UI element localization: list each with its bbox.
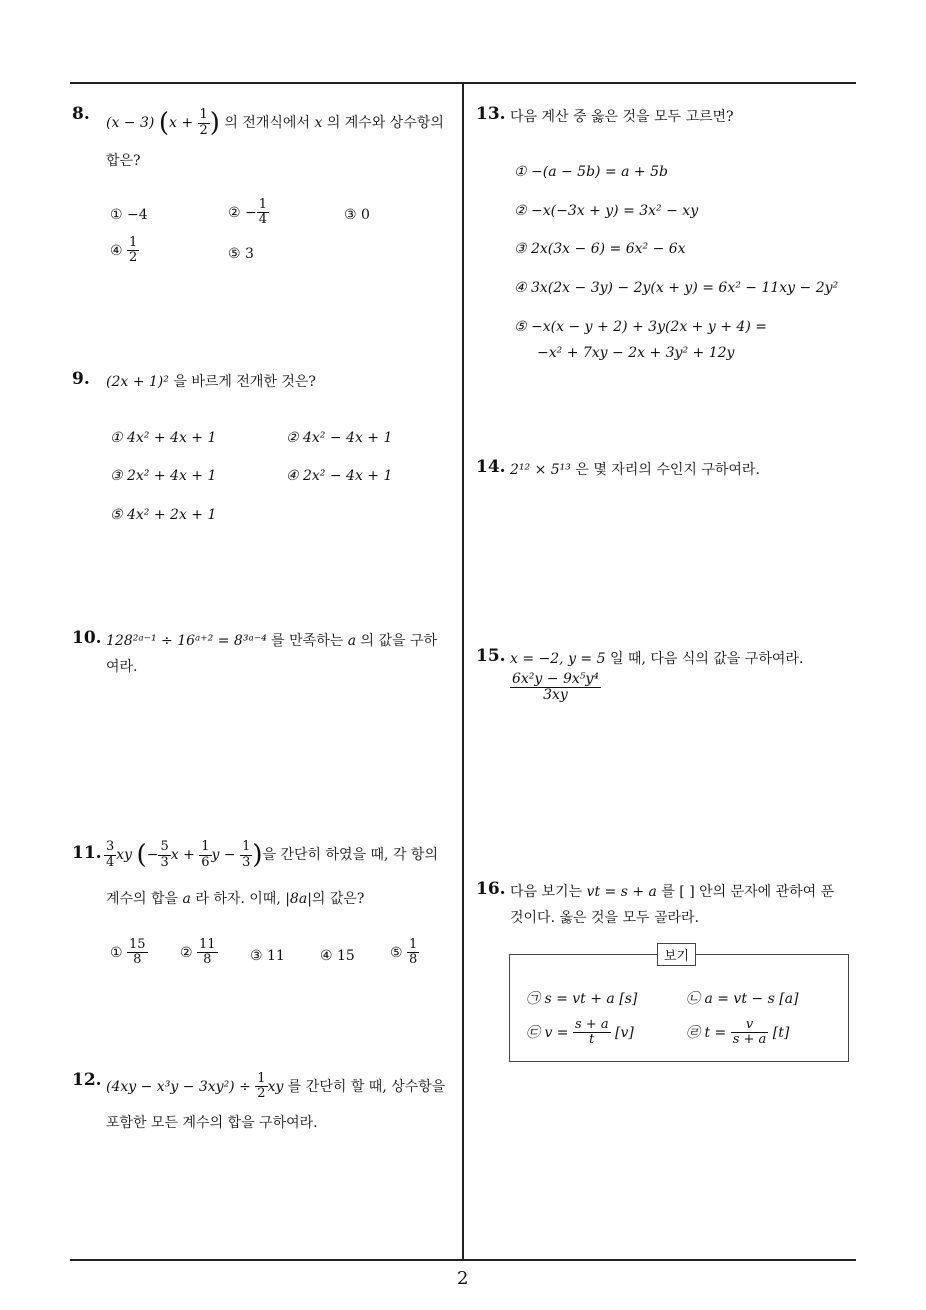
option-3[interactable]: ③ 2x(3x − 6) = 6x² − 6x (514, 241, 686, 257)
question-stem: $\frac{3}{4}$ xy (− $\frac{5}{3}$ x + $\frac{1}{6}$ y − $\frac{1}{3}$ )을 간단히 하였을 때, 각 항의 (106, 839, 438, 870)
option-2[interactable]: ② 4x² − 4x + 1 (286, 430, 393, 446)
question-stem: 다음 보기는 vt = s + a 를 [ ] 안의 문자에 관하여 푼 (510, 884, 835, 900)
option-4[interactable]: ④ 2x² − 4x + 1 (286, 468, 393, 484)
fraction: $\frac{1}{2}$ (199, 107, 208, 138)
expression: $\frac{\text{6x²y − 9x⁵y⁴}}{3xy}$ (512, 671, 599, 704)
option-1[interactable]: ① −4 (110, 207, 148, 223)
option-4[interactable]: ④ $\frac{1}{2}$ (110, 235, 138, 266)
question-number: 14. (476, 457, 506, 477)
question-stem-line2: 합은? (106, 153, 141, 169)
option-5-continued: −x² + 7xy − 2x + 3y² + 12y (537, 345, 735, 361)
example-item-4: ㉣ t = $\frac{v}{s + a}$ [t] (686, 1017, 790, 1048)
option-1[interactable]: ① $\frac{15}{8}$ (110, 937, 146, 968)
question-stem: 다음 계산 중 옳은 것을 모두 고르면? (510, 109, 734, 125)
question-stem: 128²ᵃ⁻¹ ÷ 16ᵃ⁺² = 8³ᵃ⁻⁴ 를 만족하는 a 의 값을 구하 (106, 633, 438, 649)
option-3[interactable]: ③ 2x² + 4x + 1 (110, 468, 217, 484)
option-4[interactable]: ④ 15 (320, 948, 355, 964)
page-number: 2 (457, 1268, 469, 1289)
question-stem: 2¹² × 5¹³ 은 몇 자리의 수인지 구하여라. (510, 462, 760, 478)
question-number: 9. (72, 369, 90, 389)
example-box-label: 보기 (657, 943, 696, 966)
option-1[interactable]: ① 4x² + 4x + 1 (110, 430, 217, 446)
option-2[interactable]: ② −x(−3x + y) = 3x² − xy (514, 203, 699, 219)
bottom-rule (70, 1259, 856, 1261)
option-3[interactable]: ③ 11 (250, 948, 285, 964)
example-item-3: ㉢ v = $\frac{s + a}{t}$ [v] (526, 1017, 634, 1048)
question-stem: (2x + 1)² 을 바르게 전개한 것은? (106, 374, 316, 390)
question-stem: (4xy − x³y − 3xy²) ÷ $\frac{1}{2}$ xy 를 간단히 할 때, 상수항을 (106, 1071, 446, 1102)
question-stem: (x − 3) (x + $\frac{1}{2}$ ) 의 전개식에서 x 의 계수와 상수항의 (106, 107, 444, 138)
option-1[interactable]: ① −(a − 5b) = a + 5b (514, 164, 668, 180)
option-2[interactable]: ② − $\frac{1}{4}$ (228, 197, 268, 228)
option-3[interactable]: ③ 0 (344, 207, 370, 223)
option-5[interactable]: ⑤ $\frac{1}{8}$ (390, 937, 418, 968)
column-divider (462, 82, 464, 1260)
question-stem-line2: 여라. (106, 659, 138, 675)
question-stem-line2: 계수의 합을 a 라 하자. 이때, |8a|의 값은? (106, 891, 365, 907)
question-stem-line2: 것이다. 옳은 것을 모두 골라라. (510, 910, 699, 926)
option-5[interactable]: ⑤ 3 (228, 246, 254, 262)
question-number: 11. (72, 843, 102, 863)
example-item-2: ㉡ a = vt − s [a] (686, 991, 799, 1007)
question-stem: x = −2, y = 5 일 때, 다음 식의 값을 구하여라. (510, 651, 804, 667)
question-number: 16. (476, 879, 506, 899)
question-number: 12. (72, 1070, 102, 1090)
option-5[interactable]: ⑤ −x(x − y + 2) + 3y(2x + y + 4) = (514, 319, 767, 335)
question-number: 13. (476, 104, 506, 124)
question-number: 15. (476, 646, 506, 666)
question-stem-line2: 포함한 모든 계수의 합을 구하여라. (106, 1115, 318, 1131)
question-number: 10. (72, 628, 102, 648)
question-number: 8. (72, 104, 90, 124)
option-2[interactable]: ② $\frac{11}{8}$ (180, 937, 216, 968)
option-4[interactable]: ④ 3x(2x − 3y) − 2y(x + y) = 6x² − 11xy − 2y² (514, 280, 839, 296)
example-item-1: ㉠ s = vt + a [s] (526, 991, 638, 1007)
option-5[interactable]: ⑤ 4x² + 2x + 1 (110, 507, 217, 523)
